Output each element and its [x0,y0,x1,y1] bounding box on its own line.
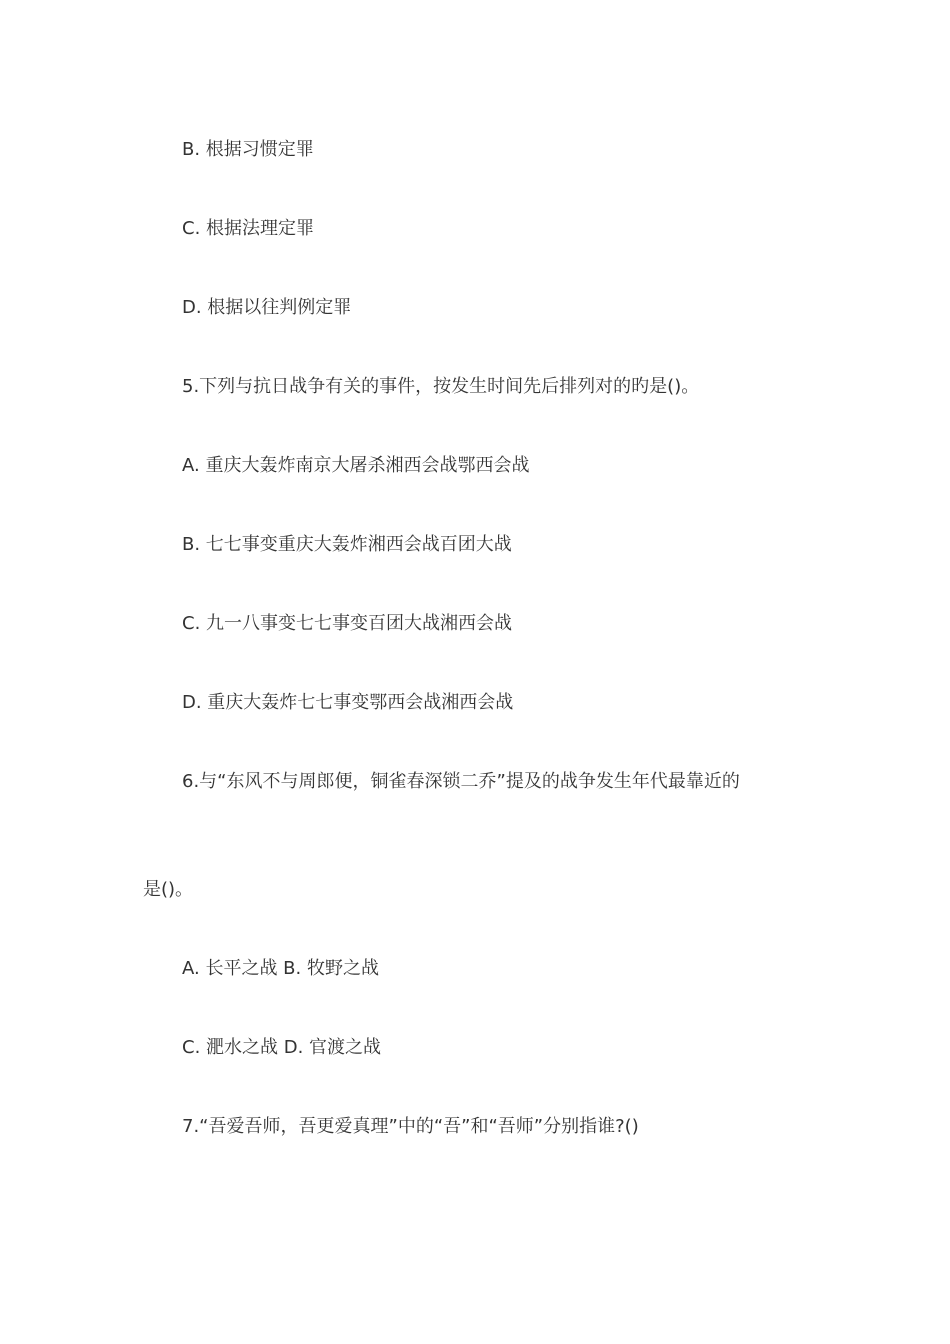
question-6-continuation: 是()。 [143,879,194,900]
option-5b: B. 七七事变重庆大轰炸湘西会战百团大战 [182,534,512,555]
option-5d: D. 重庆大轰炸七七事变鄂西会战湘西会战 [182,692,514,713]
option-4c: C. 根据法理定罪 [182,218,315,239]
options-6cd: C. 淝水之战 D. 官渡之战 [182,1037,382,1058]
question-6: 6.与“东风不与周郎便，铜雀春深锁二乔”提及的战争发生年代最靠近的 [182,771,740,792]
option-5c: C. 九一八事变七七事变百团大战湘西会战 [182,613,513,634]
question-7: 7.“吾爱吾师，吾更爱真理”中的“吾”和“吾师”分别指谁?() [182,1116,639,1137]
question-5: 5.下列与抗日战争有关的事件，按发生时间先后排列对的旳是()。 [182,376,700,397]
options-6ab: A. 长平之战 B. 牧野之战 [182,958,379,979]
option-4d: D. 根据以往判例定罪 [182,297,352,318]
option-5a: A. 重庆大轰炸南京大屠杀湘西会战鄂西会战 [182,455,530,476]
option-4b: B. 根据习惯定罪 [182,139,314,160]
